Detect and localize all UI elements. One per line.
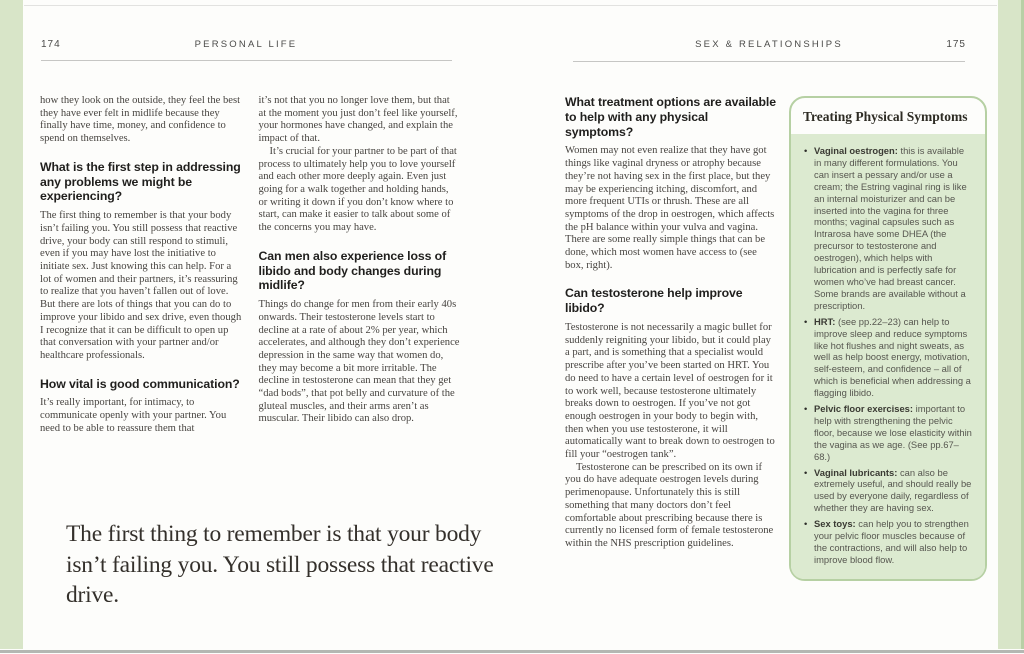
answer-paragraph: Things do change for men from their early 40s onwards. Their testosterone levels start to decline at a rate of about 2% per year, which accelerates, and although they don’t experience depression in the same way that women do, they may become a bit more irritable. The decline in testosterone can mean that they get “dad bods”, that pot belly and curvature of the gluteal muscles, and their arms aren’t as muscular. Their libido can also drop. <box>258 299 460 425</box>
bottom-rule <box>0 650 1024 653</box>
treatment-item <box>803 145 973 312</box>
left-column-1 <box>40 95 242 436</box>
continuation-paragraph: it’s not that you no longer love them, but that at the moment you just don’t feel like yourself, your hormones have changed, and explain the impact of that. <box>258 95 458 145</box>
treatment-item <box>803 403 973 463</box>
body-paragraph: It’s crucial for your partner to be part of that process to ultimately help you to love yourself and each other more deeply again. Even just going for a walk together and holding hands, or writing it down if you don’t know where to start, can make it easier to talk about some of the concerns you may have. <box>258 145 457 234</box>
treatment-item-lead: Vaginal oestrogen: <box>814 145 898 156</box>
continuation-paragraph: how they look on the outside, they feel the best they have ever felt in midlife because they finally have time, money, and confidence to spend on themselves. <box>40 95 241 145</box>
treatment-box-title: Treating Physical Symptoms <box>803 109 968 124</box>
treatment-item-text: can also be extremely useful, and should really be used by everyone daily, regardless of whether they are having sex. <box>814 466 972 514</box>
treatment-box-body <box>791 134 985 579</box>
treatment-list <box>803 145 973 566</box>
left-page-columns <box>40 95 460 436</box>
answer-paragraph: Testosterone is not necessarily a magic bullet for suddenly reigniting your libido, but it could play a part, and is something that a specialist would prescribe after you’ve been started on HRT. You do need to have a certain level of oestrogen for it to work well, because testosterone ultimately breaks down to oestrogen. If you’ve not got enough oestrogen in your body to begin with, then when you use testosterone, it will automatically want to break down to oestrogen to fill your “oestrogen tank”. <box>565 322 775 461</box>
left-page-number: 174 <box>41 39 61 50</box>
right-page-number: 175 <box>946 39 966 50</box>
treatment-item <box>803 518 973 566</box>
left-header-rule <box>41 60 452 61</box>
treatment-item <box>803 467 973 515</box>
treatment-item <box>803 316 973 399</box>
treatment-item-lead: Vaginal lubricants: <box>814 466 898 478</box>
top-hairline <box>24 5 997 6</box>
question-heading: What is the first step in addressing any problems we might be experiencing? <box>40 159 241 204</box>
right-page-column <box>565 95 777 551</box>
answer-paragraph: It’s really important, for intimacy, to communicate openly with your partner. You need to be able to reassure them that <box>40 397 227 434</box>
question-heading: How vital is good communication? <box>40 376 240 391</box>
question-heading: Can testosterone help improve libido? <box>565 286 743 316</box>
page-edge-band-left <box>0 0 23 649</box>
treatment-box-header <box>791 98 985 134</box>
left-column-2 <box>259 95 461 436</box>
treatment-item-text: can help you to strengthen your pelvic floor muscles because of the contractions, and will also help to improve blood flow. <box>814 518 969 565</box>
treatment-item-text: important to help with strengthening the pelvic floor, because we lose elasticity within the vagina as we age. (See pp.67–68.) <box>814 403 972 462</box>
treatment-box <box>789 96 987 581</box>
treatment-item-lead: Sex toys: <box>814 518 856 530</box>
question-heading: What treatment options are available to help with any physical symptoms? <box>565 95 776 139</box>
answer-paragraph: Testosterone can be prescribed on its own if you do have adequate oestrogen levels during perimenopause. Unfortunately this is still something that many doctors don’t feel comfortable about prescribing because there is currently no licensed form of female testosterone within the NHS prescription guidelines. <box>565 461 774 549</box>
left-running-header: PERSONAL LIFE <box>194 39 298 50</box>
page-edge-band-right <box>998 0 1024 649</box>
treatment-item-text: (see pp.22–23) can help to improve sleep and reduce symptoms like hot flushes and night sweats, as well as help boost energy, motivation, self-esteem, and confidence – all of which is beneficial when addressing a flagging libido. <box>814 315 971 399</box>
question-heading: Can men also experience loss of libido and body changes during midlife? <box>258 248 447 293</box>
treatment-item-lead: HRT: <box>814 315 836 327</box>
pull-quote: The first thing to remember is that your body isn’t failing you. You still possess that reactive drive. <box>66 521 494 608</box>
answer-paragraph: Women may not even realize that they have got things like vaginal dryness or atrophy because they’re not having sex in the first place, but they may be experiencing itching, discomfort, and more frequent UTIs or thrush. These are all symptoms of the drop in oestrogen, which affects the pH balance within your vulva and vagina. There are some really simple things that can be done, which most women have access to (see box, right). <box>565 145 775 271</box>
treatment-item-lead: Pelvic floor exercises: <box>814 403 914 415</box>
right-header-rule <box>573 61 965 62</box>
answer-paragraph: The first thing to remember is that your body isn’t failing you. You still possess that reactive drive, your body can still respond to stimuli, even if you may have lost the initiative to initiate sex. Just knowing this can help. For a lot of women and their partners, it’s reassuring to realize that you haven’t fallen out of love. But there are lots of things that you can do to improve your libido and sex drive, even though I recognize that it can be difficult to open up that conversation with your partner and/or healthcare professionals. <box>40 210 242 361</box>
treatment-item-text: this is available in many different formulations. You can insert a pessary and/or use a cream; the Estring vaginal ring is like an internal moisturizer and can be inserted into the vagina for three months; vaginal capsules such as Intrarosa have some DHEA (the precursor to testosterone and oestrogen), which helps with lubrication and is perfectly safe for women who’ve had breast cancer. Some brands are available without a prescription. <box>814 145 967 311</box>
right-running-header: SEX & RELATIONSHIPS <box>695 39 843 50</box>
